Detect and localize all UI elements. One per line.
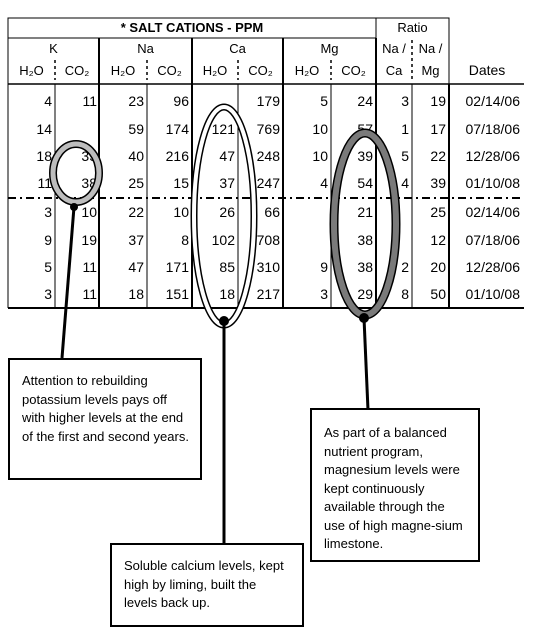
table-cell-na-mg: 12	[430, 232, 446, 248]
table-cell-na-co2: 10	[173, 204, 189, 220]
table-cell-na-co2: 216	[165, 148, 189, 164]
table-cell-k-co2: 10	[81, 204, 97, 220]
sub-mg-co2: CO₂	[341, 63, 366, 78]
table-cell-date: 12/28/06	[465, 259, 520, 275]
table-cell-na-mg: 50	[430, 286, 446, 302]
table-cell-ca-co2: 247	[256, 175, 280, 191]
table-cell-ca-h2o: 85	[219, 259, 235, 275]
group-ca: Ca	[229, 41, 246, 56]
table-cell-ca-co2: 769	[256, 121, 280, 137]
table-cell-k-h2o: 3	[44, 286, 52, 302]
table-cell-mg-h2o: 10	[312, 148, 328, 164]
ratio-sub-mg: Mg	[421, 63, 440, 78]
sub-ca-co2: CO₂	[248, 63, 273, 78]
table-cell-k-h2o: 14	[36, 121, 52, 137]
table-cell-ca-co2: 66	[264, 204, 280, 220]
table-cell-na-co2: 174	[165, 121, 189, 137]
potassium-callout-text: Attention to rebuilding potassium levels pays off with higher levels at the end of the first and second years.	[22, 373, 189, 444]
table-cell-ca-co2: 310	[256, 259, 280, 275]
table-cell-mg-co2: 21	[357, 204, 373, 220]
table-cell-ca-co2: 179	[256, 93, 280, 109]
table-title: * SALT CATIONS - PPM	[120, 20, 264, 35]
table-cell-mg-h2o: 9	[320, 259, 328, 275]
dates-header: Dates	[468, 62, 506, 78]
group-mg: Mg	[320, 41, 339, 56]
table-cell-date: 07/18/06	[465, 232, 520, 248]
table-cell-na-h2o: 25	[128, 175, 144, 191]
table-cell-ca-co2: 708	[256, 232, 280, 248]
table-cell-ca-h2o: 47	[219, 148, 235, 164]
calcium-callout	[110, 543, 304, 627]
table-cell-ca-h2o: 121	[211, 121, 235, 137]
table-cell-na-ca: 4	[401, 175, 409, 191]
potassium-callout	[8, 358, 202, 480]
table-cell-mg-h2o: 3	[320, 286, 328, 302]
table-cell-na-mg: 20	[430, 259, 446, 275]
table-cell-na-ca: 5	[401, 148, 409, 164]
sub-mg-h2o: H₂O	[294, 63, 320, 78]
table-cell-k-co2: 11	[82, 93, 97, 109]
table-cell-k-h2o: 5	[44, 259, 52, 275]
table-cell-na-ca: 1	[401, 121, 409, 137]
table-cell-na-h2o: 23	[128, 93, 144, 109]
table-cell-k-h2o: 9	[44, 232, 52, 248]
table-cell-mg-h2o: 5	[320, 93, 328, 109]
table-cell-na-h2o: 18	[128, 286, 144, 302]
sub-k-co2: CO₂	[64, 63, 90, 78]
table-cell-na-co2: 151	[165, 286, 189, 302]
table-cell-na-h2o: 47	[128, 259, 144, 275]
table-cell-mg-co2: 38	[357, 232, 373, 248]
table-cell-na-mg: 25	[430, 204, 446, 220]
table-cell-ca-co2: 248	[256, 148, 280, 164]
table-cell-k-co2: 35	[81, 148, 97, 164]
table-cell-na-ca: 3	[401, 93, 409, 109]
table-cell-date: 01/10/08	[465, 286, 520, 302]
table-cell-date: 07/18/06	[465, 121, 520, 137]
table-cell-na-mg: 39	[430, 175, 446, 191]
table-cell-k-co2: 19	[81, 232, 97, 248]
table-cell-mg-h2o: 10	[312, 121, 328, 137]
table-cell-mg-co2: 38	[357, 259, 373, 275]
table-cell-ca-h2o: 18	[219, 286, 235, 302]
table-cell-k-co2: 11	[82, 286, 97, 302]
table-cell-ca-h2o: 26	[219, 204, 235, 220]
table-cell-na-mg: 17	[430, 121, 446, 137]
ratio-na-ca-top: Na /	[382, 41, 406, 56]
table-cell-date: 02/14/06	[465, 93, 520, 109]
table-cell-na-h2o: 37	[128, 232, 144, 248]
table-cell-mg-co2: 24	[357, 93, 373, 109]
table-cell-ca-h2o: 37	[219, 175, 235, 191]
table-cell-mg-co2: 29	[357, 286, 373, 302]
table-cell-mg-co2: 39	[357, 148, 373, 164]
table-cell-k-h2o: 3	[44, 204, 52, 220]
table-cell-na-h2o: 22	[128, 204, 144, 220]
ratio-sub-ca: Ca	[385, 63, 403, 78]
table-cell-mg-co2: 57	[357, 121, 373, 137]
table-cell-na-h2o: 40	[128, 148, 144, 164]
table-cell-k-h2o: 18	[36, 148, 52, 164]
sub-ca-h2o: H₂O	[202, 63, 228, 78]
table-cell-na-co2: 171	[165, 259, 189, 275]
table-cell-date: 01/10/08	[465, 175, 520, 191]
table-cell-na-h2o: 59	[128, 121, 144, 137]
magnesium-callout	[310, 408, 480, 562]
magnesium-callout-text: As part of a balanced nutrient program, magnesium levels were kept continuously available through the use of high magne-sium limestone.	[324, 425, 463, 551]
table-cell-ca-co2: 217	[256, 286, 280, 302]
sub-na-co2: CO₂	[157, 63, 182, 78]
sub-k-h2o: H₂O	[19, 63, 44, 78]
group-na: Na	[137, 41, 154, 56]
table-cell-mg-co2: 54	[357, 175, 373, 191]
calcium-callout-text: Soluble calcium levels, kept high by liming, built the levels back up.	[124, 558, 284, 610]
table-cell-date: 12/28/06	[465, 148, 520, 164]
sub-na-h2o: H₂O	[110, 63, 136, 78]
table-cell-k-h2o: 4	[44, 93, 52, 109]
table-cell-ca-h2o: 102	[211, 232, 235, 248]
table-cell-na-mg: 22	[430, 148, 446, 164]
table-cell-na-co2: 8	[181, 232, 189, 248]
table-cell-na-co2: 96	[173, 93, 189, 109]
table-cell-date: 02/14/06	[465, 204, 520, 220]
table-cell-na-mg: 19	[430, 93, 446, 109]
ratio-na-mg-top: Na /	[418, 41, 443, 56]
table-cell-k-co2: 11	[82, 259, 97, 275]
table-cell-mg-h2o: 4	[320, 175, 328, 191]
table-cell-na-ca: 8	[401, 286, 409, 302]
table-cell-k-h2o: 11	[37, 175, 52, 191]
table-cell-na-ca: 2	[401, 259, 409, 275]
group-k: K	[49, 41, 58, 56]
table-cell-na-co2: 15	[173, 175, 189, 191]
ratio-title: Ratio	[397, 20, 428, 35]
table-cell-k-co2: 38	[81, 175, 97, 191]
